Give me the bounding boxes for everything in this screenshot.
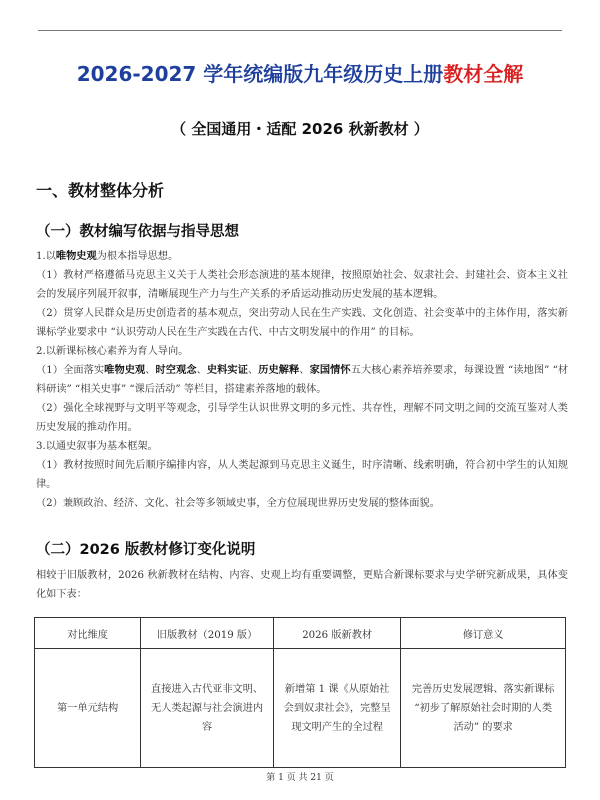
table-cell: 直接进入古代亚非文明、无人类起源与社会演进内容 [141, 649, 274, 768]
bold-term: 历史解释 [258, 364, 300, 376]
table-cell: 第一单元结构 [35, 649, 141, 768]
table-header-cell: 2026 版新教材 [273, 618, 400, 649]
paragraph: 3.以通史叙事为基本框架。 [36, 441, 158, 452]
table-header-cell: 旧版教材（2019 版） [141, 618, 274, 649]
bold-term: 史料实证 [206, 364, 248, 376]
paragraph: （2）贯穿人民群众是历史创造者的基本观点，突出劳动人民在生产实践、文化创造、社会变革中的主体作用，落实新课标学业要求中 “认识劳动人民在生产实践在古代、中古文明发展中的作用” 的目标。 [36, 308, 568, 338]
top-rule [38, 30, 562, 31]
paragraph: （1）教材按照时间先后顺序编排内容，从人类起源到马克思主义诞生，时序清晰、线索明确，符合初中学生的认知规律。 [36, 460, 568, 490]
subsection-2-intro [36, 566, 568, 604]
subsection-heading-2: （二）2026 版教材修订变化说明 [36, 542, 256, 558]
paragraph: 1.以唯物史观为根本指导思想。 [36, 250, 179, 262]
table-cell: 新增第 1 课《从原始社会到奴隶社会》，完整呈现文明产生的全过程 [273, 649, 400, 768]
paragraph: （2）兼顾政治、经济、文化、社会等多领域史事，全方位展现世界历史发展的整体面貌。 [36, 498, 440, 509]
page-footer: 第 1 页 共 21 页 [266, 773, 334, 783]
table-header-row [35, 618, 566, 649]
bold-term: 唯物史观 [104, 364, 146, 376]
title-highlight: 教材全解 [443, 62, 524, 86]
table-header-cell: 修订意义 [401, 618, 566, 649]
bold-term: 时空观念 [155, 364, 197, 376]
document-title [0, 58, 600, 87]
paragraph: 相较于旧版教材，2026 秋新教材在结构、内容、史观上均有重要调整，更贴合新课标要求与史学研究新成果，具体变化如下表： [36, 570, 568, 600]
bold-term: 家国情怀 [309, 364, 351, 376]
subsection-1-body [36, 247, 568, 513]
table-cell: 完善历史发展逻辑、落实新课标 “初步了解原始社会时期的人类活动” 的要求 [401, 649, 566, 768]
table-header-cell: 对比维度 [35, 618, 141, 649]
table-row [35, 649, 566, 768]
paragraph: （2）强化全球视野与文明平等观念，引导学生认识世界文明的多元性、共存性，理解不同文明之间的交流互鉴对人类历史发展的推动作用。 [36, 403, 568, 433]
document-subtitle: （ 全国通用・适配 2026 秋新教材 ） [171, 120, 429, 138]
comparison-table [34, 617, 566, 768]
bold-term: 唯物史观 [55, 250, 97, 262]
title-main: 2026-2027 学年统编版九年级历史上册 [76, 62, 444, 86]
paragraph: （1）教材严格遵循马克思主义关于人类社会形态演进的基本规律，按照原始社会、奴隶社会、封建社会、资本主义社会的发展序列展开叙事，清晰展现生产力与生产关系的矛盾运动推动历史发展的基本逻辑。 [36, 270, 568, 300]
section-heading: 一、教材整体分析 [36, 181, 165, 200]
paragraph: 2.以新课标核心素养为育人导向。 [36, 346, 189, 357]
subsection-heading-1: （一）教材编写依据与指导思想 [36, 224, 239, 240]
paragraph: （1）全面落实唯物史观、时空观念、史料实证、历史解释、家国情怀五大核心素养培养要求，每课设置 “读地图” “材料研读” “相关史事” “课后活动” 等栏目，搭建素养落地的载体。 [36, 364, 569, 395]
